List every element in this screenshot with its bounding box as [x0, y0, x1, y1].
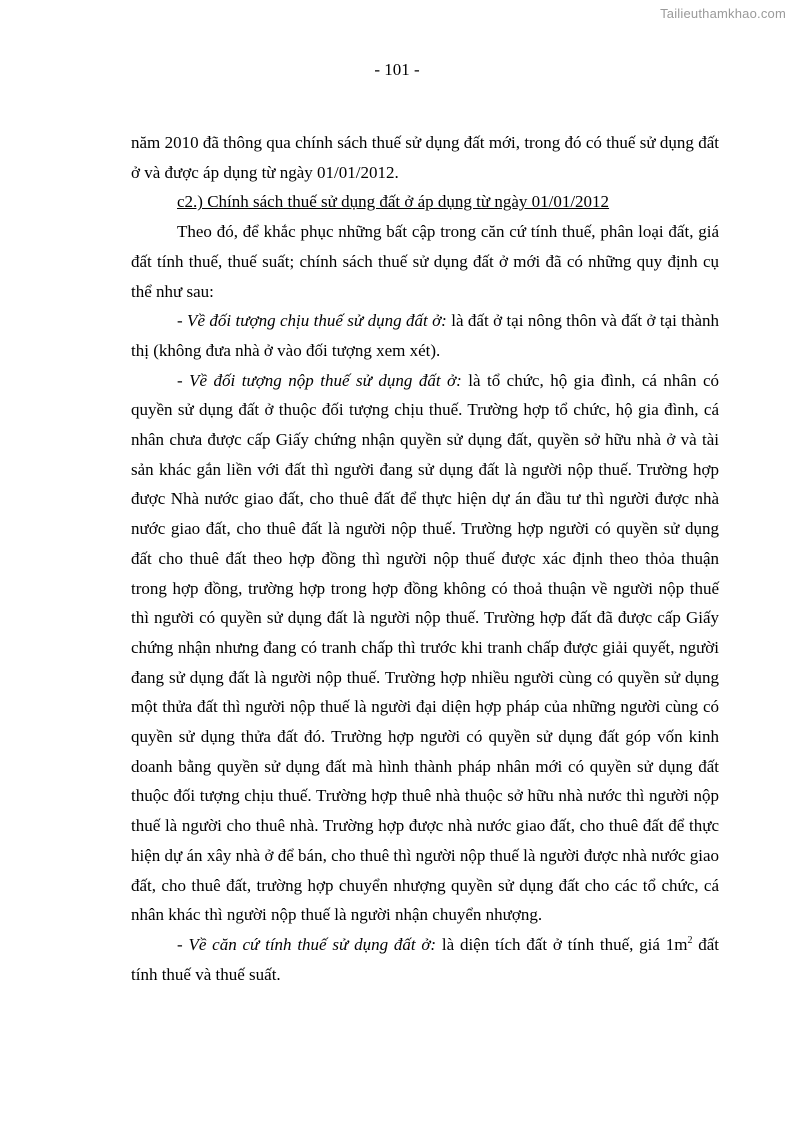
watermark: Tailieuthamkhao.com — [660, 6, 786, 21]
taxable-object-text: là đất ở tại nông thôn và đất ở tại thành thị (không đưa nhà ở vào đối tượng xem xét). — [131, 311, 720, 360]
paragraph-overview: Theo đó, để khắc phục những bất cập trong căn cứ tính thuế, phân loại đất, giá đất tính thuế, thuế suất; chính sách thuế sử dụng đất ở mới đã có những quy định cụ thể như sau: — [131, 222, 719, 301]
tax-basis-label: - Về căn cứ tính thuế sử dụng đất ở: — [177, 934, 437, 954]
paragraph-taxable-object — [131, 306, 719, 365]
taxable-object-label: - Về đối tượng chịu thuế sử dụng đất ở: — [177, 311, 447, 331]
tax-basis-text-a: là diện tích đất ở tính thuế, giá 1m — [436, 934, 688, 954]
taxpayer-label: - Về đối tượng nộp thuế sử dụng đất ở: — [177, 370, 462, 390]
taxpayer-text: là tổ chức, hộ gia đình, cá nhân có quyền sử dụng đất ở thuộc đối tượng chịu thuế. Trường hợp tổ chức, hộ gia đình, cá nhân chưa được cấp Giấy chứng nhận quyền sử dụng đất, quyền sở hữu nhà ở và tài sản khác gắn liền với đất thì người đang sử dụng đất là người nộp thuế. Trường hợp được Nhà nước giao đất, cho thuê đất để thực hiện dự án đầu tư thì người được nhà nước giao đất, cho thuê đất là người nộp thuế. Trường hợp người có quyền sử dụng đất cho thuê đất theo hợp đồng thì người nộp thuế được xác định theo thỏa thuận trong hợp đồng, trường hợp trong hợp đồng không có thoả thuận về người nộp thuế thì người có quyền sử dụng đất là người nộp thuế. Trường hợp đất đã được cấp Giấy chứng nhận nhưng đang có tranh chấp thì trước khi tranh chấp được giải quyết, người đang sử dụng đất là người nộp thuế. Trường hợp nhiều người cùng có quyền sử dụng một thửa đất thì người nộp thuế là người đại diện hợp pháp của những người cùng có quyền sử dụng thửa đất đó. Trường hợp người có quyền sử dụng đất góp vốn kinh doanh bằng quyền sử dụng đất mà hình thành pháp nhân mới có quyền sử dụng đất thuộc đối tượng chịu thuế. Trường hợp thuê nhà thuộc sở hữu nhà nước thì người nộp thuế là người cho thuê nhà. Trường hợp được nhà nước giao đất, cho thuê đất để thực hiện dự án xây nhà ở để bán, cho thuê thì người nộp thuế là người được nhà nước giao đất, cho thuê đất, trường hợp chuyển nhượng quyền sử dụng đất cho các tổ chức, cá nhân khác thì người nộp thuế là người nhận chuyển nhượng. — [131, 370, 719, 925]
section-heading-wrapper — [131, 187, 719, 217]
page-number: - 101 - — [374, 60, 420, 79]
paragraph-intro: năm 2010 đã thông qua chính sách thuế sử dụng đất mới, trong đó có thuế sử dụng đất ở và được áp dụng từ ngày 01/01/2012. — [131, 133, 719, 182]
tax-basis-text-b: đất tính thuế và thuế suất. — [131, 934, 719, 984]
paragraph-tax-basis — [131, 930, 719, 989]
square-meter-superscript: 2 — [687, 934, 693, 946]
document-body — [131, 128, 719, 989]
section-heading: c2.) Chính sách thuế sử dụng đất ở áp dụng từ ngày 01/01/2012 — [177, 192, 610, 212]
paragraph-taxpayer — [131, 366, 719, 930]
